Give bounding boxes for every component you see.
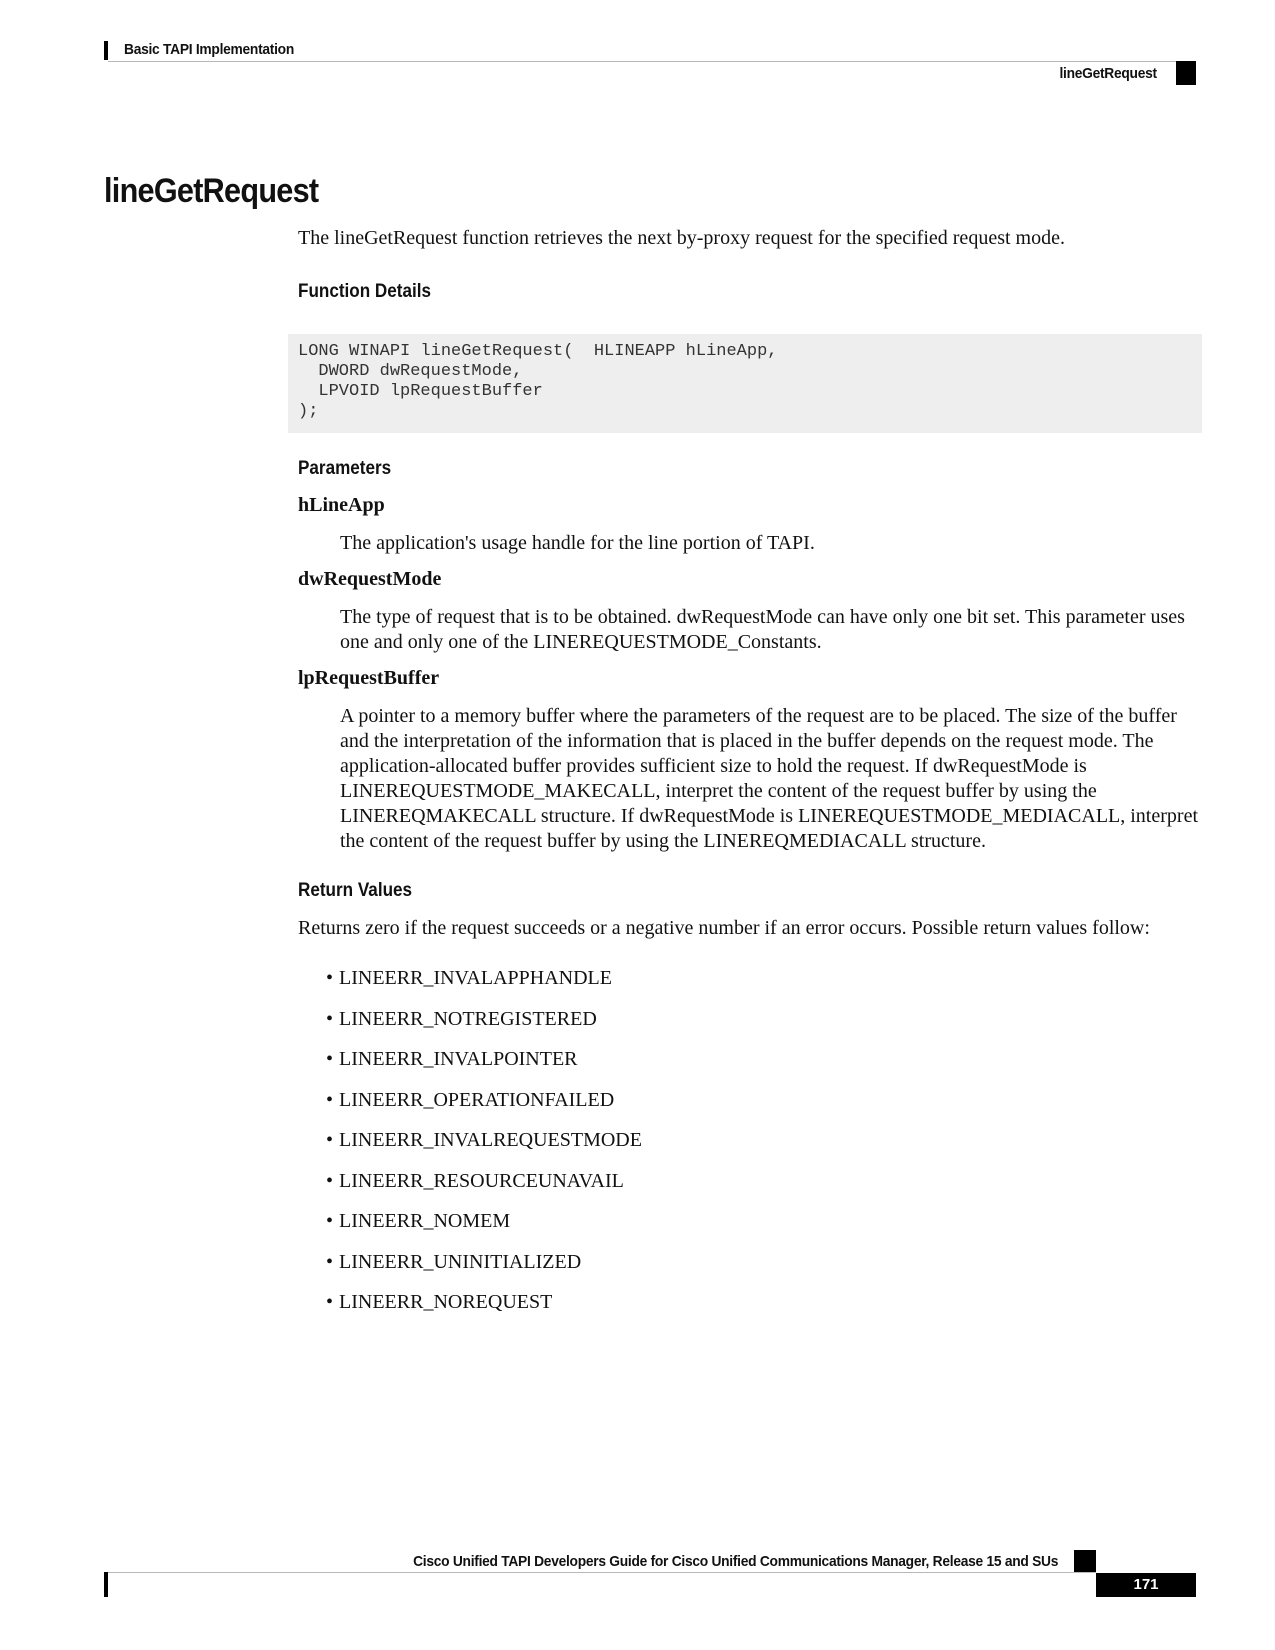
- list-item: • LINEERR_INVALAPPHANDLE: [326, 966, 642, 1007]
- list-item: • LINEERR_INVALPOINTER: [326, 1047, 642, 1088]
- param-name-hlineapp: hLineApp: [298, 494, 385, 516]
- intro-paragraph: The lineGetRequest function retrieves the next by-proxy request for the specified request mode.: [298, 227, 1065, 249]
- return-values-intro: Returns zero if the request succeeds or a negative number if an error occurs. Possible return values follow:: [298, 917, 1150, 939]
- param-desc-lprequestbuffer: A pointer to a memory buffer where the parameters of the request are to be placed. The size of the buffer and the interpretation of the information that is placed in the buffer depends on the request mode. The application-allocated buffer provides sufficient size to hold the request. If dwRequestMode is LINEREQUESTMODE_MAKECALL, interpret the content of the request buffer by using the LINEREQMAKECALL structure. If dwRequestMode is LINEREQUESTMODE_MEDIACALL, interpret the content of the request buffer by using the LINEREQMEDIACALL structure.: [340, 705, 1198, 852]
- header-running-title: lineGetRequest: [1059, 65, 1157, 82]
- list-item: • LINEERR_OPERATIONFAILED: [326, 1088, 642, 1129]
- footer-left-bar: [104, 1572, 108, 1597]
- code-block: [288, 334, 1202, 433]
- list-item: • LINEERR_NOMEM: [326, 1209, 642, 1250]
- function-signature: LONG WINAPI lineGetRequest( HLINEAPP hLineApp, DWORD dwRequestMode, LPVOID lpRequestBuffer );: [298, 342, 778, 421]
- footer-book-title: Cisco Unified TAPI Developers Guide for Cisco Unified Communications Manager, Release 15 and SUs: [412, 1553, 1058, 1570]
- param-name-lprequestbuffer: lpRequestBuffer: [298, 667, 440, 689]
- param-desc-dwrequestmode: The type of request that is to be obtained. dwRequestMode can have only one bit set. This parameter uses one and only one of the LINEREQUESTMODE_Constants.: [340, 606, 1185, 653]
- function-details-heading: Function Details: [298, 281, 432, 302]
- footer-rule: [108, 1572, 1096, 1573]
- list-item: • LINEERR_UNINITIALIZED: [326, 1250, 642, 1291]
- param-desc-hlineapp: The application's usage handle for the line portion of TAPI.: [340, 532, 815, 554]
- header-left-bar: [104, 41, 108, 60]
- header-rule: [108, 61, 1188, 62]
- list-item: • LINEERR_RESOURCEUNAVAIL: [326, 1169, 642, 1210]
- page-number: 171: [1096, 1573, 1196, 1597]
- header-section-title: Basic TAPI Implementation: [124, 41, 294, 58]
- param-name-dwrequestmode: dwRequestMode: [298, 568, 442, 590]
- parameters-heading: Parameters: [298, 458, 392, 479]
- list-item: • LINEERR_NOTREGISTERED: [326, 1007, 642, 1048]
- page-title: lineGetRequest: [104, 172, 319, 210]
- list-item: • LINEERR_NOREQUEST: [326, 1290, 642, 1331]
- list-item: • LINEERR_INVALREQUESTMODE: [326, 1128, 642, 1169]
- header-tab-marker: [1176, 61, 1196, 85]
- footer-tab-marker: [1074, 1550, 1096, 1572]
- return-values-list: [326, 966, 642, 1331]
- return-values-heading: Return Values: [298, 880, 413, 901]
